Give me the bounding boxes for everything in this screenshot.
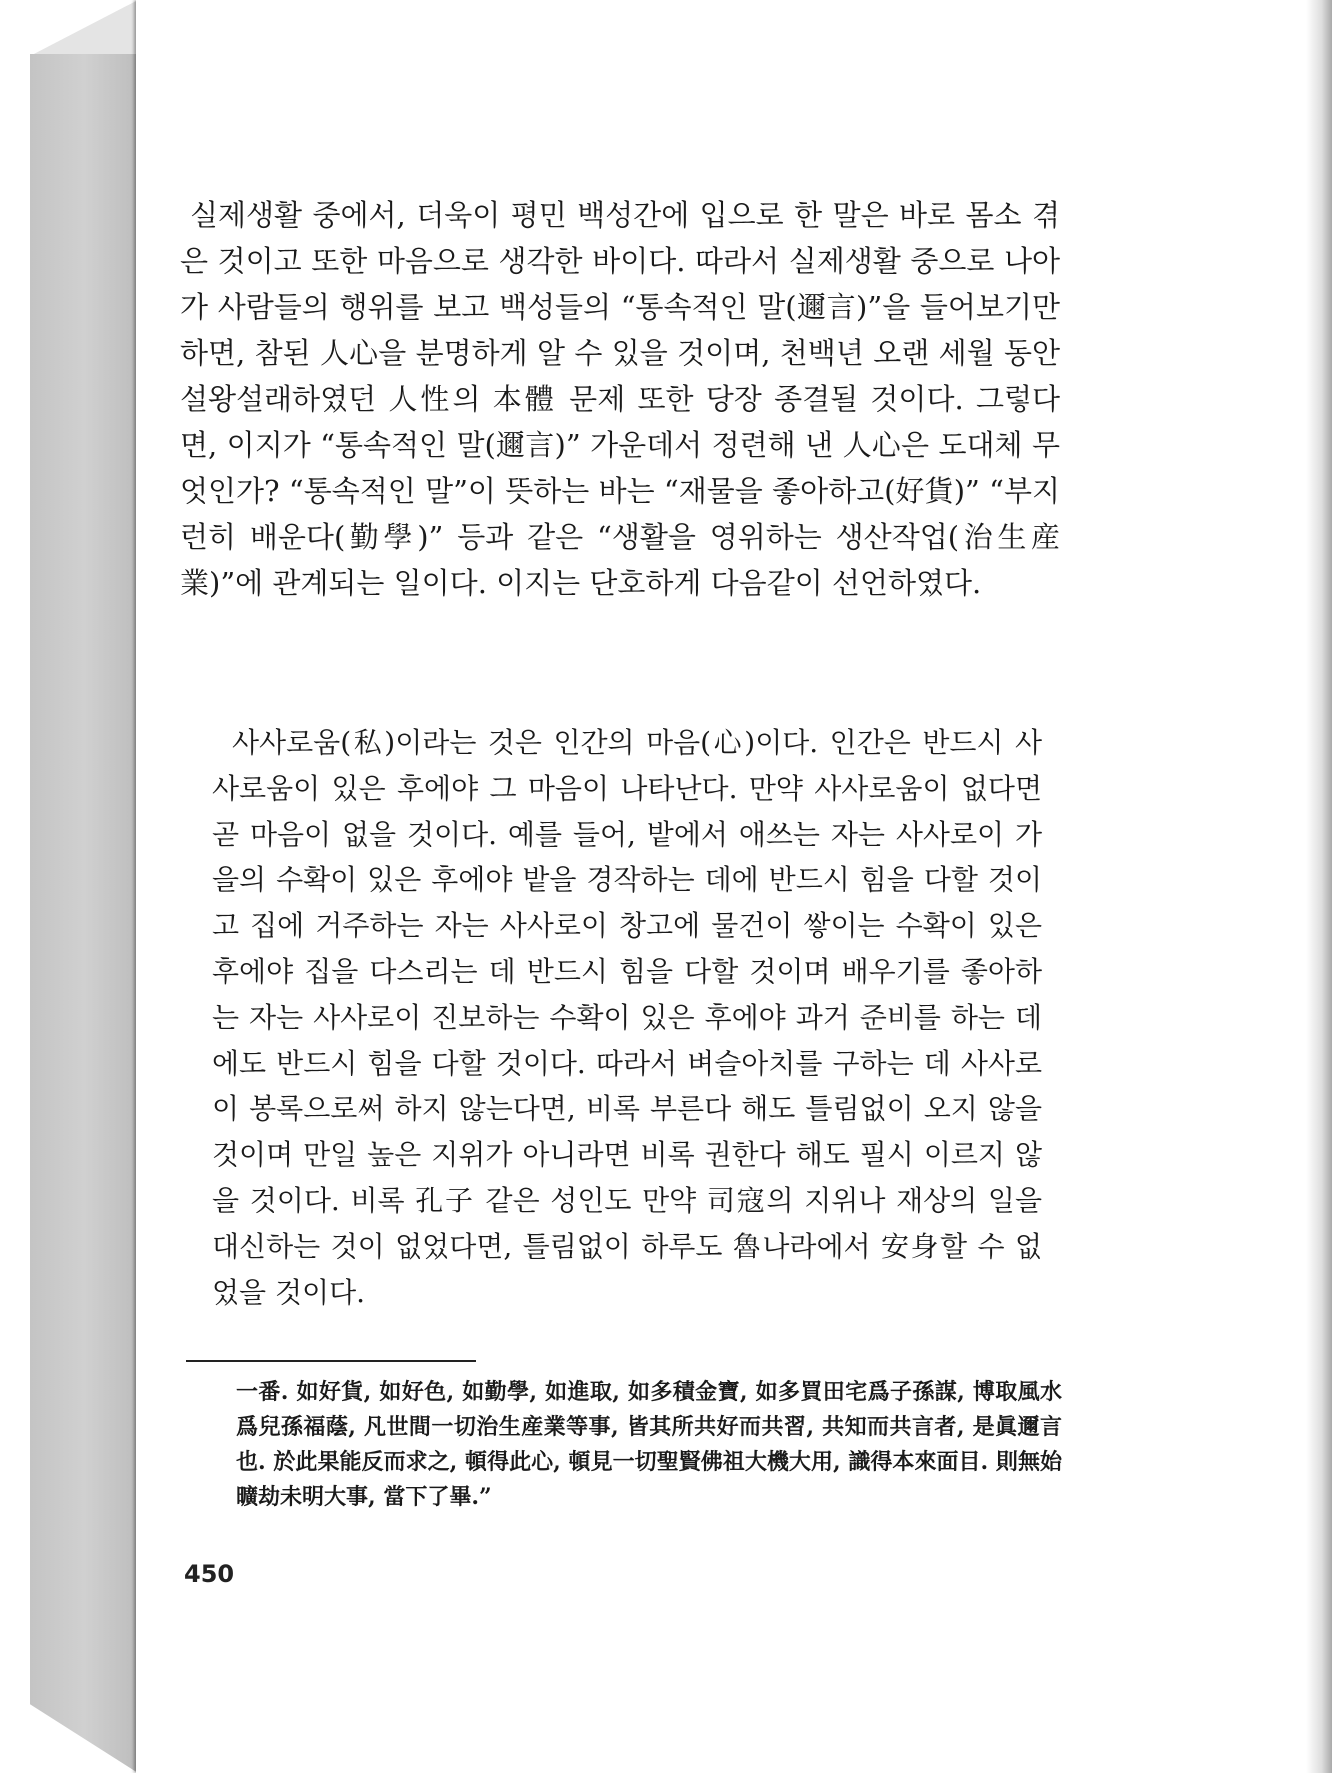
page-gutter-shadow bbox=[1306, 0, 1332, 1773]
body-paragraph: 실제생활 중에서, 더욱이 평민 백성간에 입으로 한 말은 바로 몸소 겪은 것이고 또한 마음으로 생각한 바이다. 따라서 실제생활 중으로 나아가 사람들의 행위를 보고 백성들의 “통속적인 말(邇言)”을 들어보기만 하면, 참된 人心을 분명하게 알 수 있을 것이며, 천백년 오랜 세월 동안 설왕설래하였던 人性의 本體 문제 또한 당장 종결될 것이다. 그렇다면, 이지가 “통속적인 말(邇言)” 가운데서 정련해 낸 人心은 도대체 무엇인가? “통속적인 말”이 뜻하는 바는 “재물을 좋아하고(好貨)” “부지런히 배운다(勤學)” 등과 같은 “생활을 영위하는 생산작업(治生産業)”에 관계되는 일이다. 이지는 단호하게 다음같이 선언하였다. bbox=[180, 198, 1060, 600]
page-number: 450 bbox=[184, 1560, 235, 1588]
footnote-text: 一番. 如好貨, 如好色, 如勤學, 如進取, 如多積金寶, 如多買田宅爲子孫謀, 博取風水爲兒孫福蔭, 凡世間一切治生産業等事, 皆其所共好而共習, 共知而共言者, 是眞邇言也. 於此果能反而求之, 頓得此心, 頓見一切聖賢佛祖大機大用, 識得本來面目. 則無始曠劫未明大事, 當下了畢.” bbox=[236, 1379, 1062, 1510]
quote-paragraph: 사사로움(私)이라는 것은 인간의 마음(心)이다. 인간은 반드시 사사로움이 있은 후에야 그 마음이 나타난다. 만약 사사로움이 없다면 곧 마음이 없을 것이다. 예를 들어, 밭에서 애쓰는 자는 사사로이 가을의 수확이 있은 후에야 밭을 경작하는 데에 반드시 힘을 다할 것이고 집에 거주하는 자는 사사로이 창고에 물건이 쌓이는 수확이 있은 후에야 집을 다스리는 데 반드시 힘을 다할 것이며 배우기를 좋아하는 자는 사사로이 진보하는 수확이 있은 후에야 과거 준비를 하는 데에도 반드시 힘을 다할 것이다. 따라서 벼슬아치를 구하는 데 사사로이 봉록으로써 하지 않는다면, 비록 부른다 해도 틀림없이 오지 않을 것이며 만일 높은 지위가 아니라면 비록 권한다 해도 필시 이르지 않을 것이다. 비록 孔子 같은 성인도 만약 司寇의 지위나 재상의 일을 대신하는 것이 없었다면, 틀림없이 하루도 魯나라에서 安身할 수 없었을 것이다. bbox=[212, 726, 1042, 1309]
footnote-divider bbox=[186, 1360, 476, 1362]
book-side-edge bbox=[30, 54, 138, 1773]
book-top-edge bbox=[30, 0, 138, 56]
